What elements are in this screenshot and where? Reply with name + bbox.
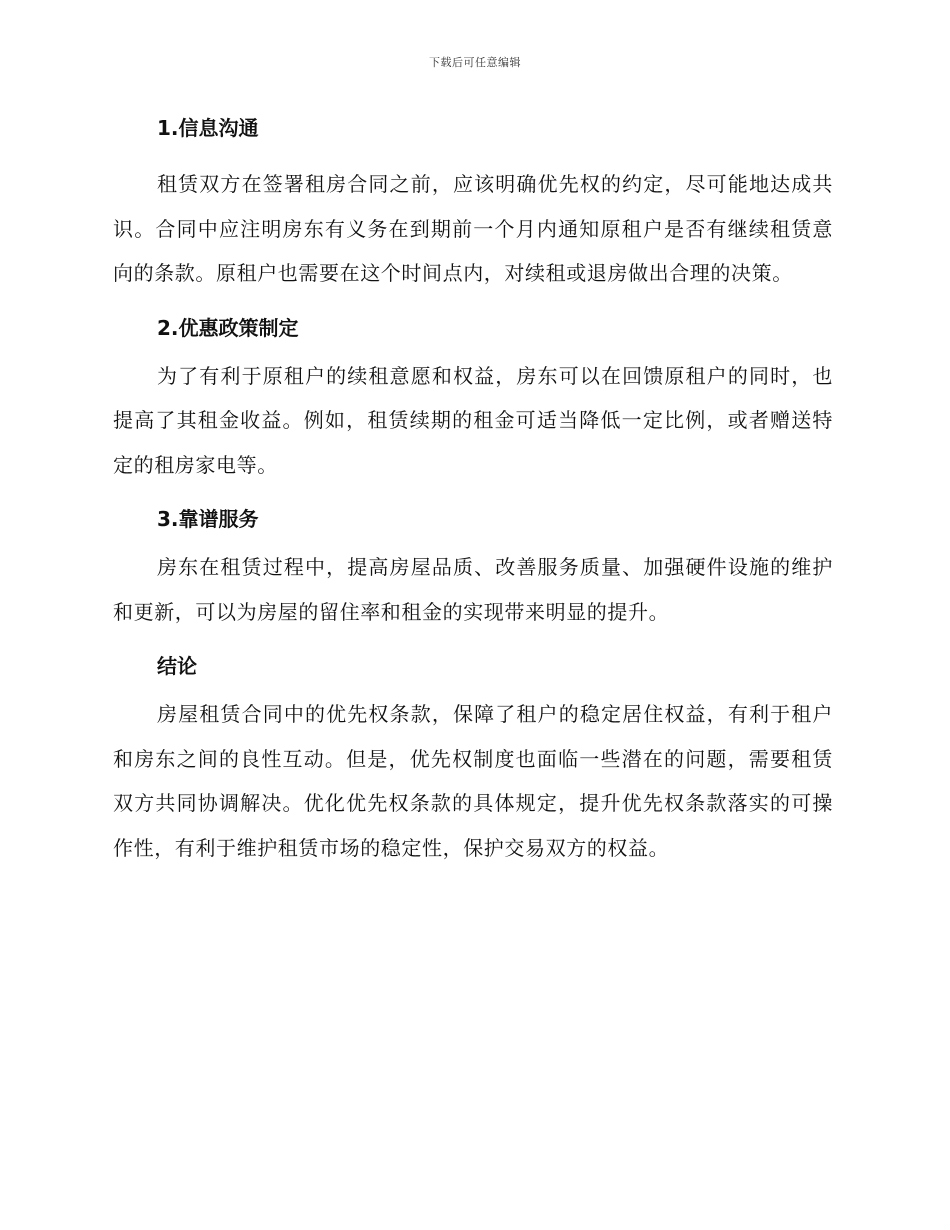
document-body (113, 110, 833, 870)
section-reliable-service (113, 501, 833, 634)
section-heading: 2.优惠政策制定 (157, 315, 299, 340)
section-paragraph: 为了有利于原租户的续租意愿和权益，房东可以在回馈原租户的同时，也提高了其租金收益。例如，租赁续期的租金可适当降低一定比例，或者赠送特定的租房家电等。 (113, 363, 833, 477)
section-paragraph: 租赁双方在签署租房合同之前，应该明确优先权的约定，尽可能地达成共识。合同中应注明房东有义务在到期前一个月内通知原租户是否有继续租赁意向的条款。原租户也需要在这个时间点内，对续租或退房做出合理的决策。 (113, 172, 833, 285)
section-heading: 1.信息沟通 (157, 116, 259, 140)
section-discount-policy (113, 310, 833, 488)
section-heading: 3.靠谱服务 (157, 507, 259, 531)
section-info-communication (113, 110, 833, 296)
section-paragraph: 房东在租赁过程中，提高房屋品质、改善服务质量、加强硬件设施的维护和更新，可以为房屋的留住率和租金的实现带来明显的提升。 (113, 555, 833, 624)
section-heading: 结论 (157, 654, 197, 678)
section-paragraph: 房屋租赁合同中的优先权条款，保障了租户的稳定居住权益，有利于租户和房东之间的良性互动。但是，优先权制度也面临一些潜在的问题，需要租赁双方共同协调解决。优化优先权条款的具体规定，提升优先权条款落实的可操作性，有利于维护租赁市场的稳定性，保护交易双方的权益。 (113, 702, 833, 860)
header-note: 下载后可任意编辑 (429, 56, 521, 69)
section-conclusion (113, 648, 833, 870)
